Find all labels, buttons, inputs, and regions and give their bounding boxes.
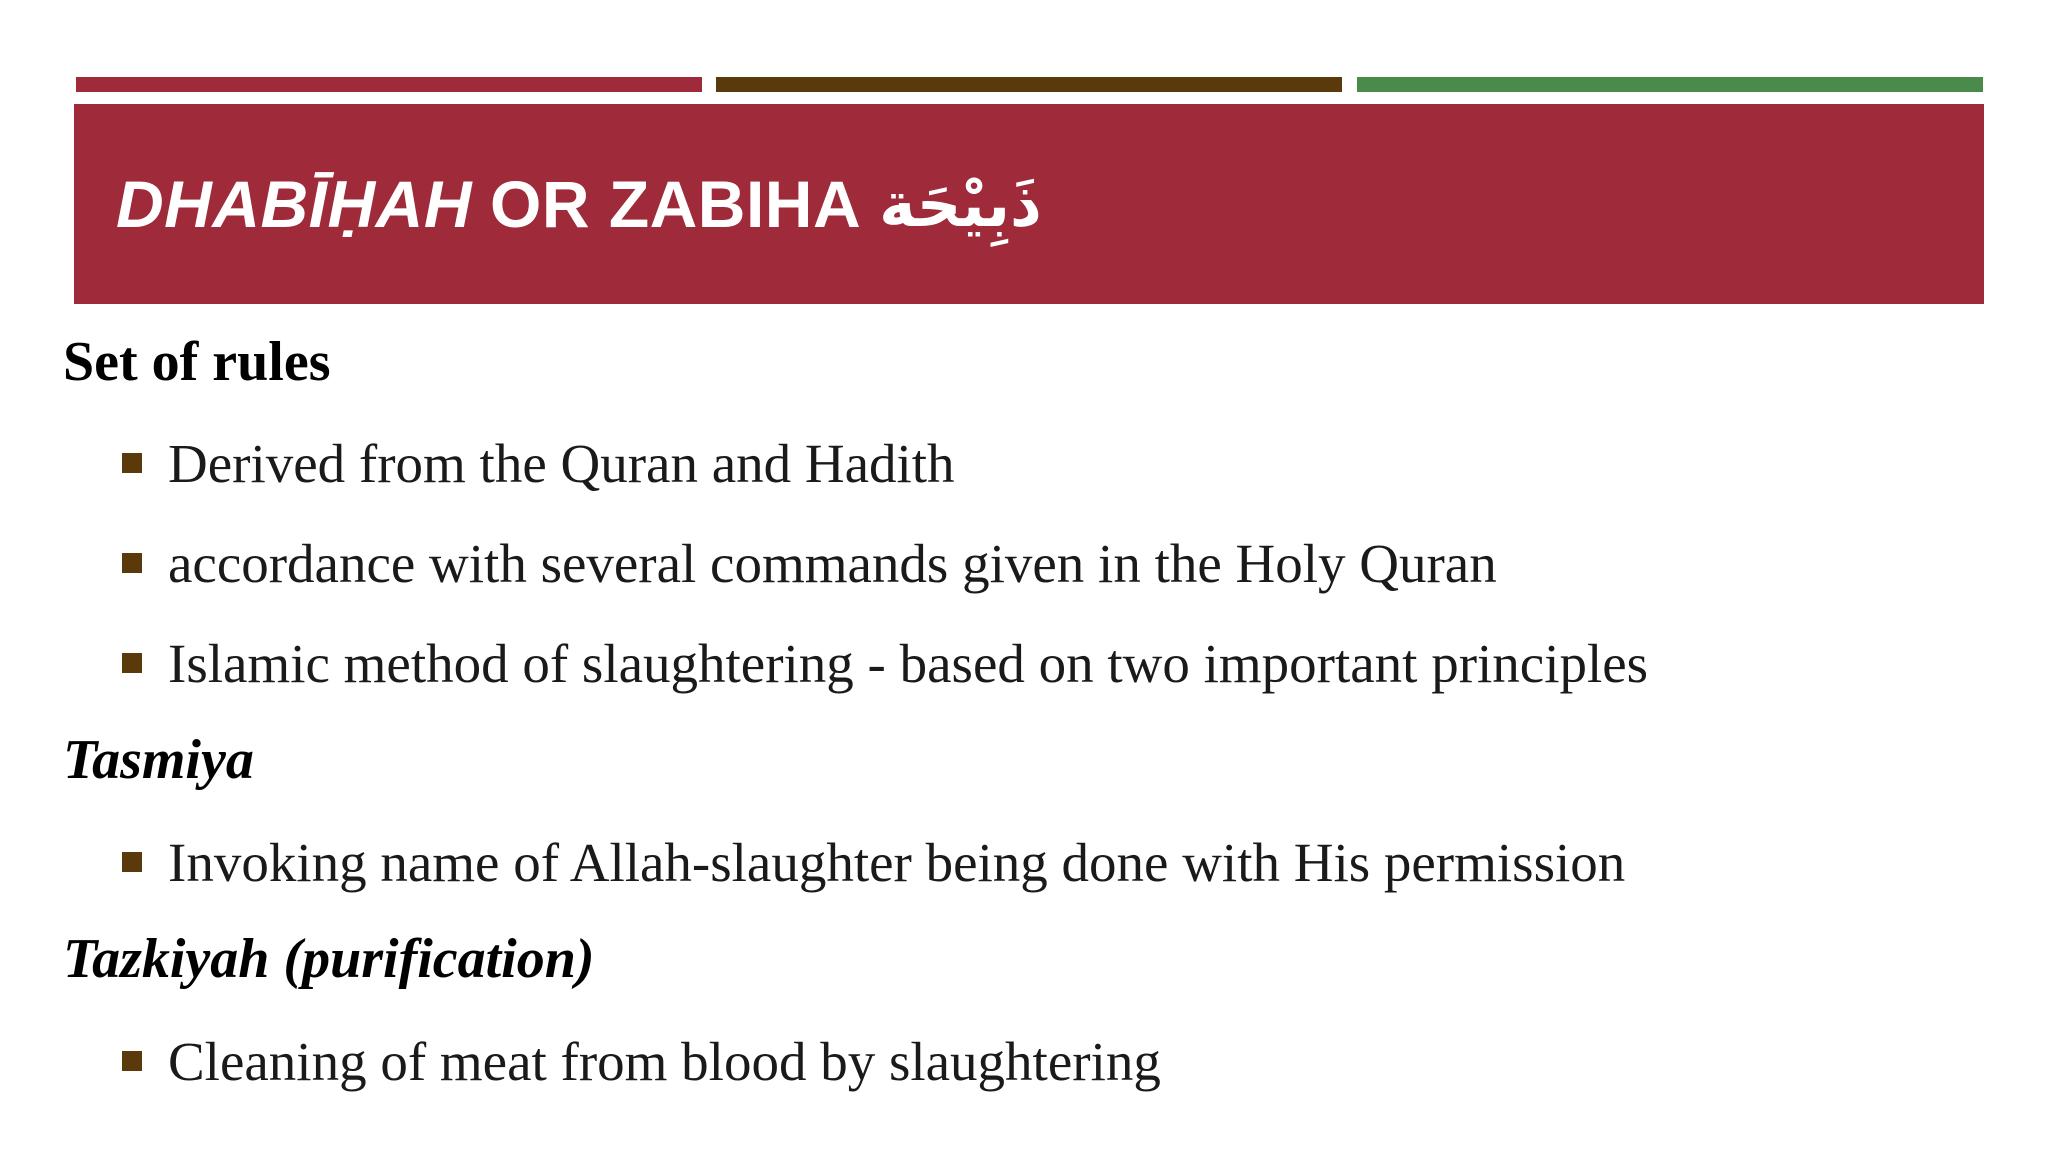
bullet-item — [122, 628, 1648, 698]
square-bullet-icon — [122, 553, 142, 573]
bullet-item — [122, 528, 1497, 598]
bullet-item — [122, 428, 955, 498]
title-transliteration: DHABĪḤAH — [116, 167, 472, 241]
section-heading-rules: Set of rules — [63, 331, 331, 393]
square-bullet-icon — [122, 453, 142, 473]
bullet-item — [122, 1026, 1161, 1096]
title-arabic: ذَبِيْحَة — [879, 167, 1042, 241]
section-heading-tasmiya: Tasmiya — [63, 729, 254, 791]
bullet-text: Cleaning of meat from blood by slaughtering — [168, 1030, 1161, 1092]
square-bullet-icon — [122, 1051, 142, 1071]
bullet-text: accordance with several commands given in the Holy Quran — [168, 532, 1497, 594]
square-bullet-icon — [122, 852, 142, 872]
square-bullet-icon — [122, 653, 142, 673]
bullet-text: Derived from the Quran and Hadith — [168, 432, 955, 494]
title-alternate: OR ZABIHA — [489, 167, 862, 241]
bullet-text: Islamic method of slaughtering - based on two important principles — [168, 632, 1649, 694]
bullet-item — [122, 827, 1625, 897]
section-heading-tazkiyah: Tazkiyah (purification) — [63, 928, 595, 990]
bullet-text: Invoking name of Allah-slaughter being done with His permission — [168, 831, 1626, 893]
